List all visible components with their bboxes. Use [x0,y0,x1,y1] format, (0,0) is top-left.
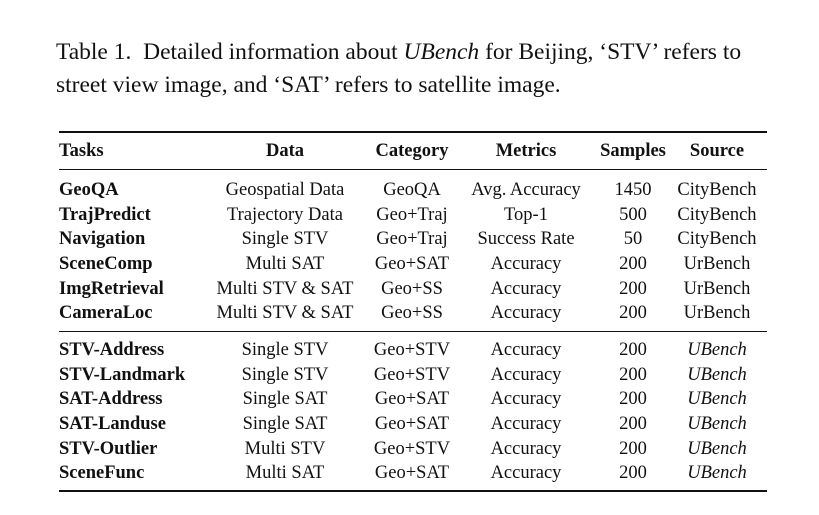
cell-metrics: Accuracy [490,339,562,360]
cell-task: Navigation [59,229,146,250]
table-row [59,252,767,277]
cell-data: Single SAT [242,414,328,435]
cell-source: CityBench [677,179,757,200]
cell-source: CityBench [677,204,757,225]
cell-source: UBench [687,438,747,459]
cell-data: Single STV [241,339,329,360]
cell-metrics: Accuracy [490,364,562,385]
cell-category: Geo+SAT [374,253,450,274]
cell-metrics: Success Rate [477,229,575,250]
cell-category: GeoQA [383,179,441,200]
header-row [59,132,767,170]
cell-task: SAT-Address [59,389,163,410]
header-samples: Samples [600,140,666,161]
cell-source: UBench [687,339,747,360]
cell-data: Geospatial Data [225,179,345,200]
cell-category: Geo+SS [381,278,443,299]
table-row [59,277,767,302]
cell-task: STV-Address [59,339,165,360]
cell-category: Geo+STV [373,438,451,459]
cell-task: STV-Landmark [59,364,186,385]
header-tasks: Tasks [59,140,104,161]
cell-metrics: Accuracy [490,278,562,299]
caption-label: Table 1. [56,39,132,65]
cell-samples: 200 [619,278,647,299]
table-row [59,462,767,492]
table-row [59,227,767,252]
cell-samples: 200 [619,339,647,360]
cell-task: STV-Outlier [59,438,158,459]
cell-data: Multi STV [244,438,326,459]
caption-text-before: Detailed information about [131,39,404,65]
cell-metrics: Accuracy [490,463,562,484]
cell-source: UrBench [683,253,751,274]
cell-category: Geo+Traj [376,229,448,250]
cell-samples: 500 [619,204,647,225]
table-row [59,203,767,228]
table-row [59,412,767,437]
header-category: Category [375,140,449,161]
cell-samples: 200 [619,303,647,324]
table-header [59,132,767,170]
cell-samples: 200 [619,364,647,385]
cell-category: Geo+SAT [374,463,450,484]
cell-metrics: Accuracy [490,414,562,435]
table-row [59,170,767,203]
caption-emphasis: UBench [403,39,480,65]
cell-category: Geo+SAT [374,414,450,435]
cell-task: SAT-Landuse [59,414,166,435]
cell-task: SceneFunc [59,463,145,484]
cell-data: Trajectory Data [227,204,343,225]
cell-category: Geo+SS [381,303,443,324]
header-data: Data [265,140,305,161]
cell-category: Geo+STV [373,364,451,385]
cell-samples: 200 [619,414,647,435]
table-row [59,363,767,388]
cell-metrics: Accuracy [490,389,562,410]
cell-metrics: Avg. Accuracy [471,179,581,200]
cell-data: Multi STV & SAT [216,278,354,299]
benchmark-table [59,131,767,492]
cell-samples: 200 [619,253,647,274]
cell-source: UrBench [683,303,751,324]
table-row [59,437,767,462]
cell-metrics: Top-1 [504,204,548,225]
cell-source: UBench [687,389,747,410]
cell-source: UrBench [683,278,751,299]
cell-samples: 200 [619,463,647,484]
table-row [59,388,767,413]
cell-samples: 200 [619,438,647,459]
cell-task: ImgRetrieval [59,278,164,299]
cell-metrics: Accuracy [490,303,562,324]
cell-data: Multi SAT [245,463,325,484]
cell-data: Single STV [241,229,329,250]
table-group-existing [59,170,767,332]
cell-task: TrajPredict [59,204,151,225]
cell-data: Single STV [241,364,329,385]
cell-data: Multi STV & SAT [216,303,354,324]
cell-metrics: Accuracy [490,253,562,274]
cell-source: UBench [687,463,747,484]
caption-text-after: for Beijing, ‘STV’ refers to street view image, and ‘SAT’ refers to satellite image. [56,39,742,98]
cell-source: CityBench [677,229,757,250]
cell-task: CameraLoc [59,303,153,324]
cell-source: UBench [687,414,747,435]
cell-category: Geo+SAT [374,389,450,410]
table-group-ubench [59,332,767,492]
table-caption [56,36,776,102]
table-row [59,332,767,363]
cell-data: Single SAT [242,389,328,410]
header-source: Source [689,140,745,161]
cell-samples: 1450 [614,179,652,200]
cell-task: SceneComp [59,253,153,274]
cell-category: Geo+STV [373,339,451,360]
cell-samples: 200 [619,389,647,410]
cell-source: UBench [687,364,747,385]
cell-task: GeoQA [59,179,119,200]
cell-data: Multi SAT [245,253,325,274]
table-row [59,301,767,331]
cell-samples: 50 [623,229,643,250]
header-metrics: Metrics [495,140,557,161]
cell-category: Geo+Traj [376,204,448,225]
cell-metrics: Accuracy [490,438,562,459]
